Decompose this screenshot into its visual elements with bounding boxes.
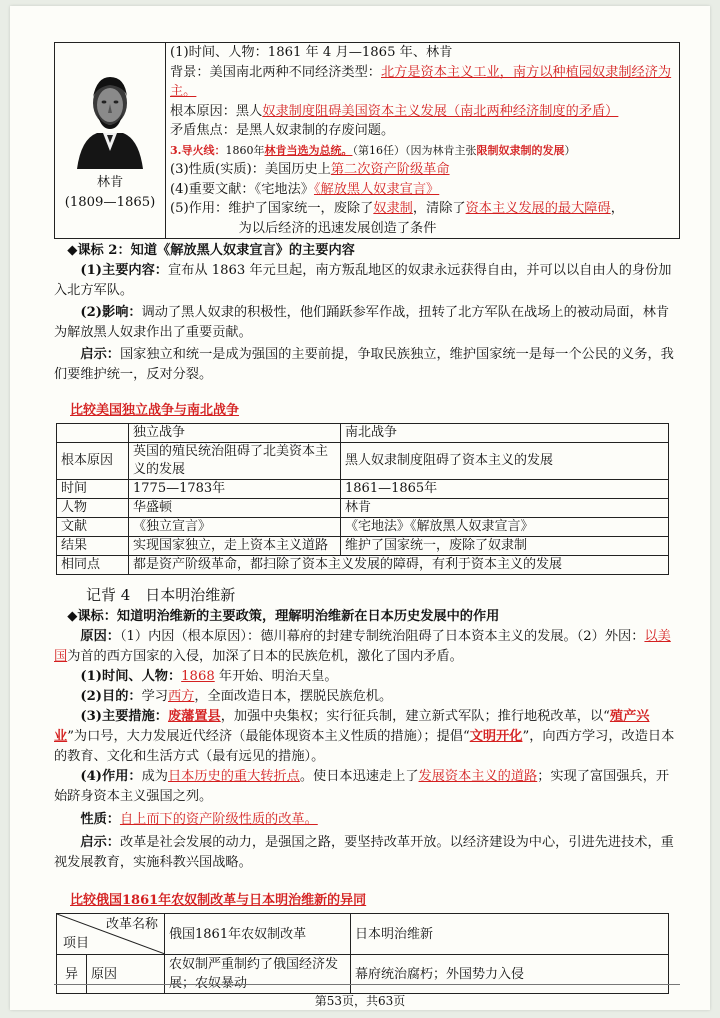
fuse-note-red: 限制奴隶制的发展 xyxy=(476,143,565,157)
effect-text-1: 成为 xyxy=(141,769,168,784)
fuse-note: （第16任）（因为林肯主张 xyxy=(352,143,477,157)
lincoln-details xyxy=(166,43,680,239)
background-label: 背景：美国南北两种不同经济类型： xyxy=(170,64,381,80)
effect-text-1: (5)作用：维护了国家统一，废除了 xyxy=(170,201,374,216)
row-cell: 华盛顿 xyxy=(129,499,341,518)
row-cell: 林肯 xyxy=(341,499,669,518)
measure-red-2: 殖产兴业 xyxy=(54,709,650,744)
root-cause-line xyxy=(170,102,675,122)
time-red: 1868 xyxy=(181,669,215,684)
row-group-label: 异 xyxy=(57,955,87,994)
root-red: 奴隶制度阻碍美国资本主义发展（南北两种经济制度的矛盾） xyxy=(262,103,619,119)
insight-label: 启示： xyxy=(80,347,120,362)
goal-red: 西方 xyxy=(167,689,195,704)
insight-paragraph xyxy=(54,345,680,385)
goal-text-2: ，全面改造日本，摆脱民族危机。 xyxy=(194,689,393,704)
root-label: 根本原因：黑人 xyxy=(170,103,263,119)
table-row xyxy=(57,537,669,556)
page-content xyxy=(54,42,680,994)
effect-red-2: 发展资本主义的道路 xyxy=(418,769,538,784)
compare1-header-independence: 独立战争 xyxy=(129,424,341,443)
document-label: (4)重要文献：《宅地法》 xyxy=(170,181,314,197)
compare2-title: 比较俄国1861年农奴制改革与日本明治维新的异同 xyxy=(70,893,367,908)
measure-label: (3)主要措施： xyxy=(80,709,168,724)
table-row xyxy=(57,499,669,518)
lincoln-name: 林肯 xyxy=(96,174,124,190)
fuse-note-end: ） xyxy=(564,143,576,157)
focus-line: 矛盾焦点：是黑人奴隶制的存废问题。 xyxy=(170,123,395,138)
meiji-insight xyxy=(54,833,680,873)
meiji-heading: 记背 4 日本明治维新 xyxy=(86,586,236,604)
row-label: 原因 xyxy=(87,955,165,994)
nature-label: (3)性质(实质)：美国历史上 xyxy=(170,162,331,177)
content-text: 宣布从 1863 年元旦起，南方叛乱地区的奴隶永远获得自由，并可以以自由人的身份加入北方军队。 xyxy=(54,263,672,298)
common-label: 相同点 xyxy=(57,556,129,575)
compare2-header-row xyxy=(57,914,669,955)
cause-text-1: （1）内因（根本原因）：德川幕府的封建专制统治阻碍了日本资本主义的发展。（2）外因： xyxy=(119,629,645,644)
page-number: 第53页，共63页 xyxy=(314,994,406,1008)
effect-red-1: 日本历史的重大转折点 xyxy=(167,769,300,784)
compare1-table xyxy=(56,423,669,575)
diagonal-header-cell xyxy=(57,914,165,955)
table-row xyxy=(57,955,669,994)
background-line xyxy=(170,63,675,102)
measure-red-1: 废藩置县 xyxy=(167,709,221,724)
effect-line-2: 为以后经济的迅速发展创造了条件 xyxy=(238,220,437,236)
compare2-section xyxy=(54,891,680,994)
document-page xyxy=(10,6,710,1010)
measure-red-3: 文明开化 xyxy=(469,729,523,744)
standard2-section xyxy=(54,241,680,385)
impact-text: 调动了黑人奴隶的积极性，他们踊跃参军作战，扭转了北方军队在战场上的被动局面，林肯为解放黑人奴隶作出了重要贡献。 xyxy=(54,305,670,340)
effect-label: (4)作用： xyxy=(80,769,142,784)
fuse-label: 3.导火线： xyxy=(170,143,226,157)
effect-text-3: ；实现了富国强兵，开始跻身资本主义强国之列。 xyxy=(54,769,670,804)
portrait-cell xyxy=(55,43,166,239)
measure-text-3: ”，向西方学习，改造日本的教育、文化和生活方式（最有远见的措施）。 xyxy=(54,729,675,764)
time-label: (1)时间、人物： xyxy=(80,669,182,684)
effect-text-3: ， xyxy=(610,201,624,216)
goal-label: (2)目的： xyxy=(80,689,142,704)
time-person-line: (1)时间、人物：1861 年 4 月—1865 年、林肯 xyxy=(170,45,453,60)
measure-text-2: ”为口号，大力发展近代经济（最能体现资本主义性质的措施）；提倡“ xyxy=(67,729,470,744)
compare1-header-empty xyxy=(57,424,129,443)
row-cell: 英国的殖民统治阻碍了北美资本主义的发展 xyxy=(129,443,341,480)
effect-text-2: 。使日本迅速走上了 xyxy=(299,769,419,784)
compare1-header-civil: 南北战争 xyxy=(341,424,669,443)
diag-bottom-label: 项目 xyxy=(63,936,90,951)
row-cell: 农奴制严重制约了俄国经济发展；农奴暴动 xyxy=(165,955,351,994)
nature-label: 性质： xyxy=(80,812,120,827)
nature-red: 自上而下的资产阶级性质的改革。 xyxy=(119,812,318,827)
nature-line xyxy=(170,160,675,180)
row-cell: 黑人奴隶制度阻碍了资本主义的发展 xyxy=(341,443,669,480)
document-line xyxy=(170,180,675,200)
fuse-year: 1860年 xyxy=(225,143,265,157)
row-cell: 《宅地法》《解放黑人奴隶宣言》 xyxy=(341,518,669,537)
row-cell: 幕府统治腐朽；外国势力入侵 xyxy=(351,955,669,994)
row-label: 根本原因 xyxy=(57,443,129,480)
insight-text: 改革是社会发展的动力，是强国之路，要坚持改革开放。以经济建设为中心，引进先进技术，重视发展教育，实施科教兴国战略。 xyxy=(54,835,674,870)
content-label: (1)主要内容： xyxy=(80,263,168,278)
time-text: 年开始、明治天皇。 xyxy=(214,669,338,684)
meiji-measures xyxy=(54,707,680,767)
footer-divider xyxy=(54,984,680,985)
cause-red: 以美国 xyxy=(54,629,671,664)
row-cell: 《独立宣言》 xyxy=(129,518,341,537)
insight-label: 启示： xyxy=(80,835,120,850)
document-red: 《解放黑人奴隶宣言》 xyxy=(313,181,440,197)
cause-text-2: 为首的西方国家的入侵，加深了日本的民族危机，激化了国内矛盾。 xyxy=(67,649,463,664)
row-cell: 实现国家独立，走上资本主义道路 xyxy=(129,537,341,556)
row-label: 时间 xyxy=(57,480,129,499)
meiji-goal xyxy=(54,687,680,707)
compare1-title: 比较美国独立战争与南北战争 xyxy=(70,403,240,418)
meiji-standard: ◆课标：知道明治维新的主要政策，理解明治维新在日本历史发展中的作用 xyxy=(67,609,500,624)
nature-red: 第二次资产阶级革命 xyxy=(330,162,450,177)
row-cell: 维护了国家统一，废除了奴隶制 xyxy=(341,537,669,556)
row-label: 结果 xyxy=(57,537,129,556)
meiji-effect xyxy=(54,767,680,807)
compare2-col-japan: 日本明治维新 xyxy=(351,914,669,955)
row-label: 文献 xyxy=(57,518,129,537)
cause-label: 原因： xyxy=(80,629,120,644)
measure-text-1: ，加强中央集权；实行征兵制，建立新式军队；推行地税改革，以“ xyxy=(220,709,610,724)
lincoln-years: (1809—1865) xyxy=(64,194,156,210)
table-row xyxy=(57,443,669,480)
content-paragraph xyxy=(54,261,680,301)
row-cell: 1861—1865年 xyxy=(341,480,669,499)
effect-text-2: ，清除了 xyxy=(412,201,466,216)
table-row xyxy=(57,480,669,499)
compare2-table xyxy=(56,913,669,994)
lincoln-table xyxy=(54,42,680,239)
table-row xyxy=(57,518,669,537)
impact-label: (2)影响： xyxy=(80,305,142,320)
effect-red-2: 资本主义发展的最大障碍 xyxy=(465,201,611,216)
background-red: 北方是资本主义工业，南方以种植园奴隶制经济为主。 xyxy=(170,64,672,99)
meiji-time xyxy=(54,667,680,687)
effect-red-1: 奴隶制 xyxy=(373,201,413,216)
table-row xyxy=(57,556,669,575)
meiji-section xyxy=(54,585,680,873)
row-cell: 1775—1783年 xyxy=(129,480,341,499)
common-text: 都是资产阶级革命，都扫除了资本主义发展的障碍，有利于资本主义的发展 xyxy=(129,556,669,575)
compare1-header-row xyxy=(57,424,669,443)
compare1-section xyxy=(54,401,680,575)
compare2-col-russia: 俄国1861年农奴制改革 xyxy=(165,914,351,955)
goal-text-1: 学习 xyxy=(141,689,168,704)
fuse-line xyxy=(170,141,675,161)
standard2-title: ◆课标 2：知道《解放黑人奴隶宣言》的主要内容 xyxy=(67,243,355,258)
lincoln-portrait-icon xyxy=(67,69,153,169)
insight-text: 国家独立和统一是成为强国的主要前提，争取民族独立，维护国家统一是每一个公民的义务，我们要维护统一，反对分裂。 xyxy=(54,347,674,382)
diag-top-label: 改革名称 xyxy=(105,917,158,932)
meiji-cause xyxy=(54,627,680,667)
impact-paragraph xyxy=(54,303,680,343)
row-label: 人物 xyxy=(57,499,129,518)
effect-line xyxy=(170,199,675,219)
meiji-nature xyxy=(54,810,680,830)
fuse-red: 林肯当选为总统。 xyxy=(264,143,353,157)
